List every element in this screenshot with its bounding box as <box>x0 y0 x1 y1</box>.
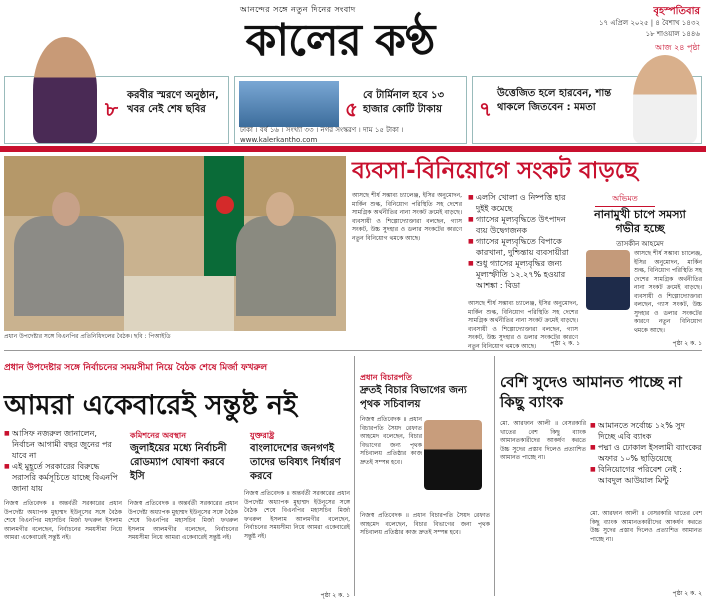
teaser-text: বে টার্মিনাল হবে ১৩ হাজার কোটি টাকায় <box>363 90 444 115</box>
bullet-item: ■ এলসি খোলা ও নিষ্পত্তি হার দুইই কমেছে <box>468 192 578 214</box>
section-divider <box>4 350 702 351</box>
lead-headline[interactable]: ব্যবসা-বিনিয়োগে সংকট বাড়ছে <box>352 158 638 184</box>
bullet-item: ■ গ্যাসের মূল্যবৃদ্ধিতে উৎপাদন ব্যয় উদ্বেগজনক <box>468 214 578 236</box>
portrait-photo <box>33 37 97 143</box>
opinion-page-ref[interactable]: পৃষ্ঠা ২ ক. ১ <box>672 340 702 347</box>
bullet-item: ■ আমানতে সর্বোচ্চ ১২% সুদ দিচ্ছে এবি ব্যাংক <box>590 420 702 442</box>
bullet-item: ■ শুধু গ্যাসের মূল্যবৃদ্ধির জন্য মূল্যস্ফীতি ১২.২৭% হওয়ার আশঙ্কা : বিডা <box>468 258 578 291</box>
opinion-title[interactable]: নানামুখী চাপে সমস্যা গভীর হচ্ছে <box>594 208 686 235</box>
politics-body-col2: নিজস্ব প্রতিবেদক ॥ অন্তর্বর্তী সরকারের প্রধান উপদেষ্টা অধ্যাপক মুহাম্মদ ইউনূসের সঙ্গে বৈঠক শেষে বিএনপির মহাসচিব মির্জা ফখরুল ইসলাম আলমগীর বলেছেন, নির্বাচনের সময়সীমা নিয়ে আমরা একেবারেই সন্তুষ্ট নই। <box>128 500 238 541</box>
lead-body: আসছে শীর্ষ সম্ভাব্য চ্যালেঞ্জ, ইসির অনুমোদন, মার্কিন শুল্ক, বিনিয়োগ পরিস্থিতি সহ দেশের সামগ্রিক অর্থনীতির নানা সংকট ক্রমেই বাড়ছে। ব্যবসায়ী ও শিল্পোদ্যোক্তারা বলছেন, গ্যাস সংকট, উচ্চ সুদহার ও ডলার সংকটের কারণে নতুন বিনিয়োগ থমকে আছে। <box>352 192 462 242</box>
politics-bullet-list <box>4 428 122 494</box>
teaser-1[interactable] <box>4 76 229 144</box>
page-count: আজ ২৪ পৃষ্ঠা <box>655 43 700 52</box>
date-bangla: ১৭ এপ্রিল ২০২৫ | ৪ বৈশাখ ১৪৩২ <box>599 19 700 27</box>
dateline <box>560 18 700 40</box>
teaser-text: উত্তেজিত হলে হারবেন, শান্ত থাকলে জিতবেন : মমতা <box>497 88 612 113</box>
lead-photo[interactable] <box>4 156 346 331</box>
date-hijri: ১৮ শাওয়াল ১৪৪৬ <box>645 30 700 38</box>
port-photo <box>239 81 339 127</box>
author-photo <box>586 250 630 310</box>
politics-body-col1: নিজস্ব প্রতিবেদক ॥ অন্তর্বর্তী সরকারের প্রধান উপদেষ্টা অধ্যাপক মুহাম্মদ ইউনূসের সঙ্গে বৈঠক শেষে বিএনপির মহাসচিব মির্জা ফখরুল ইসলাম আলমগীর বলেছেন, নির্বাচনের সময়সীমা নিয়ে আমরা একেবারেই সন্তুষ্ট নই। <box>4 500 122 541</box>
judiciary-body-continued: নিজস্ব প্রতিবেদক ॥ প্রধান বিচারপতি সৈয়দ রেফাত আহমেদ বলেছেন, বিচার বিভাগের জন্য পৃথক সচিবালয় প্রতিষ্ঠার কাজ দ্রুতই সম্পন্ন হবে। <box>360 512 490 536</box>
teaser-page-number: ৮ <box>105 97 118 121</box>
judiciary-headline[interactable]: দ্রুতই বিচার বিভাগের জন্য পৃথক সচিবালয় <box>360 385 467 410</box>
uk-kicker: যুক্তরাষ্ট্র <box>250 431 275 440</box>
bullet-item: ■ গ্যাসের মূল্যবৃদ্ধিতে বিপাকে কারখানা, দুশ্চিন্তায় ব্যবসায়ীরা <box>468 236 578 258</box>
opinion-author: তাসকীন আহমেদ <box>616 240 664 248</box>
edition-info: ঢাকা । বর্ষ ১৬ । সংখ্যা ৩৩ । নগর সংস্করণ । দাম ১৫ টাকা । www.kalerkantho.com <box>240 126 404 144</box>
banks-body: মো. আরফান আলী ॥ বেসরকারি খাতের বেশ কিছু ব্যাংক আমানতকারীদের আকর্ষণ করতে উচ্চ সুদের প্রস্তাব দিলেও প্রত্যাশিত আমানত পাচ্ছে না। <box>500 420 586 461</box>
judiciary-body: নিজস্ব প্রতিবেদক ॥ প্রধান বিচারপতি সৈয়দ রেফাত আহমেদ বলেছেন, বিচার বিভাগের জন্য পৃথক সচিবালয় প্রতিষ্ঠার কাজ দ্রুতই সম্পন্ন হবে। <box>360 416 422 466</box>
opinion-label: অভিমত <box>595 193 655 207</box>
bullet-item: ■ আসিফ নজরুল জানালেন, নির্বাচন আগামী বছর জুনের পর যাবে না <box>4 428 122 461</box>
chief-justice-photo <box>424 420 482 490</box>
judiciary-kicker: প্রধান বিচারপতি <box>360 373 412 382</box>
lead-page-ref[interactable]: পৃষ্ঠা ২ ক. ১ <box>550 340 580 347</box>
ec-kicker: কমিশনের অবস্থান <box>130 431 187 440</box>
teaser-page-number: ৭ <box>479 97 493 121</box>
ec-title[interactable]: জুলাইয়ের মধ্যে নির্বাচনী রোডম্যাপ ঘোষণা করবে ইসি <box>130 443 227 482</box>
bullet-item: ■ পদ্মা ও ঢোকাল ইসলামী ব্যাংকের অফার ১০% ছাড়িয়েছে <box>590 442 702 464</box>
column-divider <box>354 356 355 596</box>
banks-page-ref[interactable]: পৃষ্ঠা ২ ক. ২ <box>672 590 702 597</box>
teaser-page-number: ৫ <box>345 97 358 121</box>
teaser-3[interactable] <box>472 76 702 144</box>
uk-title[interactable]: বাংলাদেশের জনগণই তাদের ভবিষ্যৎ নির্ধারণ করবে <box>250 443 341 482</box>
top-rule <box>0 146 706 152</box>
politics-kicker: প্রধান উপদেষ্টার সঙ্গে নির্বাচনের সময়সীমা নিয়ে বৈঠক শেষে মির্জা ফখরুল <box>4 363 268 373</box>
bullet-item: ■ এই মুহূর্তে সরকারের বিরুদ্ধে সরাসরি কর্মসূচিতে যাচ্ছে বিএনপি জানা যায় <box>4 461 122 494</box>
newspaper-title[interactable]: কালের কণ্ঠ <box>245 15 435 66</box>
bullet-item: ■ বিনিয়োগের পরিবেশ নেই : আবদুল আউয়াল মিন্টু <box>590 464 702 486</box>
lead-body-continued: আসছে শীর্ষ সম্ভাব্য চ্যালেঞ্জ, ইসির অনুমোদন, মার্কিন শুল্ক, বিনিয়োগ পরিস্থিতি সহ দেশের সামগ্রিক অর্থনীতির নানা সংকট ক্রমেই বাড়ছে। ব্যবসায়ী ও শিল্পোদ্যোক্তারা বলছেন, গ্যাস সংকট, উচ্চ সুদহার ও ডলার সংকটের কারণে নতুন বিনিয়োগ থমকে আছে। <box>468 300 578 350</box>
politics-page-ref[interactable]: পৃষ্ঠা ২ ক. ১ <box>320 592 350 599</box>
banks-body-continued: মো. আরফান আলী ॥ বেসরকারি খাতের বেশ কিছু ব্যাংক আমানতকারীদের আকর্ষণ করতে উচ্চ সুদের প্রস্তাব দিলেও প্রত্যাশিত আমানত পাচ্ছে না। <box>590 510 702 543</box>
day-label: বৃহস্পতিবার <box>653 6 700 17</box>
masthead-tagline: আনন্দের সঙ্গে নতুন দিনের সংবাদ <box>240 5 356 14</box>
portrait-photo <box>633 55 697 143</box>
lead-bullet-list <box>468 192 578 291</box>
politics-body-col3: নিজস্ব প্রতিবেদক ॥ অন্তর্বর্তী সরকারের প্রধান উপদেষ্টা অধ্যাপক মুহাম্মদ ইউনূসের সঙ্গে বৈঠক শেষে বিএনপির মহাসচিব মির্জা ফখরুল ইসলাম আলমগীর বলেছেন, নির্বাচনের সময়সীমা নিয়ে আমরা একেবারেই সন্তুষ্ট নই। <box>244 490 350 540</box>
opinion-body: আসছে শীর্ষ সম্ভাব্য চ্যালেঞ্জ, ইসির অনুমোদন, মার্কিন শুল্ক, বিনিয়োগ পরিস্থিতি সহ দেশের সামগ্রিক অর্থনীতির নানা সংকট ক্রমেই বাড়ছে। ব্যবসায়ী ও শিল্পোদ্যোক্তারা বলছেন, গ্যাস সংকট, উচ্চ সুদহার ও ডলার সংকটের কারণে নতুন বিনিয়োগ থমকে আছে। <box>634 250 702 334</box>
politics-headline[interactable]: আমরা একেবারেই সন্তুষ্ট নই <box>4 390 298 421</box>
banks-bullet-list <box>590 420 702 486</box>
teaser-text: করবীর স্মরণে অনুষ্ঠান, খবর নেই শেষ ছবির <box>127 90 219 115</box>
column-divider <box>494 356 495 596</box>
banks-headline[interactable]: বেশি সুদেও আমানত পাচ্ছে না কিছু ব্যাংক <box>500 373 682 411</box>
photo-caption: প্রধান উপদেষ্টার সঙ্গে বিএনপির প্রতিনিধিদলের বৈঠক। ছবি : পিআইডি <box>4 333 171 340</box>
